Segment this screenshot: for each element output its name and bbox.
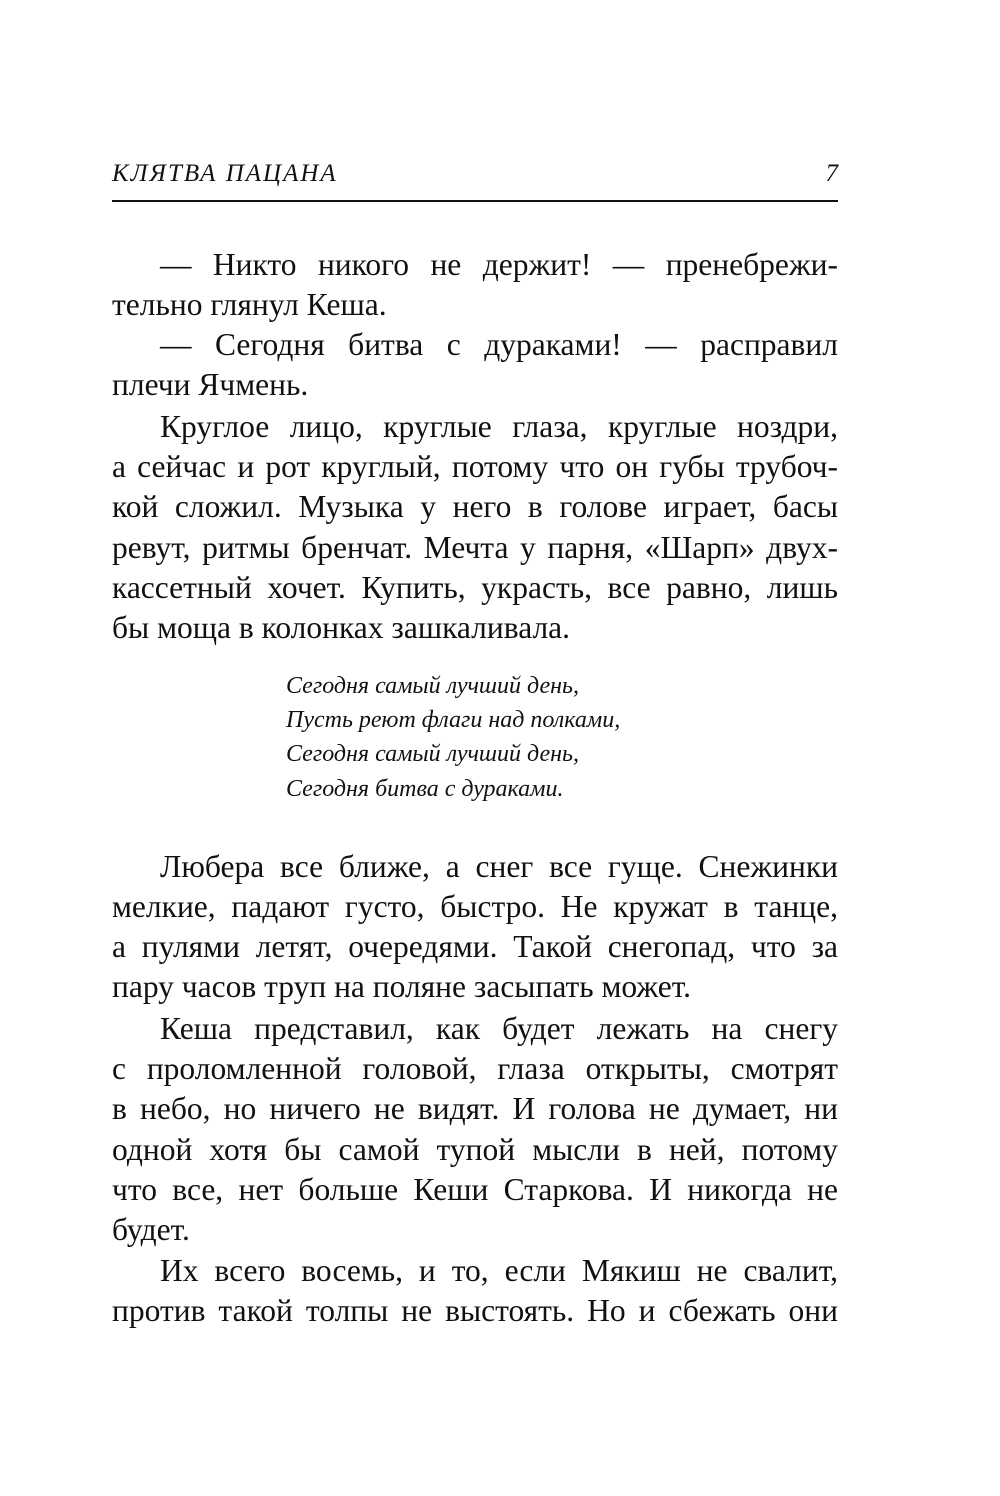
text-line: что все, нет больше Кеши Старкова. И никогда не (112, 1172, 838, 1207)
text-line: — Никто никого не держит! — пренебрежи- (160, 247, 838, 282)
text-line: Кеша представил, как будет лежать на снегу (160, 1011, 838, 1046)
verse-line: Сегодня самый лучший день, (286, 673, 579, 699)
text-line: бы моща в колонках зашкаливала. (112, 610, 571, 645)
verse-line: Пусть реют флаги над полками, (286, 707, 621, 733)
text-line: а сейчас и рот круглый, потому что он губы трубоч- (112, 449, 838, 484)
text-line: будет. (112, 1212, 190, 1247)
verse-line: Сегодня битва с дураками. (286, 776, 564, 802)
running-title: КЛЯТВА ПАЦАНА (112, 160, 338, 187)
running-header (112, 152, 838, 202)
text-line: Их всего восемь, и то, если Мякиш не свалит, (160, 1253, 838, 1288)
text-line: против такой толпы не выстоять. Но и сбежать они (112, 1293, 838, 1328)
text-line: а пулями летят, очередями. Такой снегопад, что за (112, 929, 838, 964)
text-line: тельно глянул Кеша. (112, 287, 387, 322)
verse-line: Сегодня самый лучший день, (286, 741, 579, 767)
text-line: Круглое лицо, круглые глаза, круглые ноздри, (160, 409, 838, 444)
text-line: — Сегодня битва с дураками! — расправил (160, 327, 838, 362)
text-line: кассетный хочет. Купить, украсть, все равно, лишь (112, 570, 838, 605)
page-number: 7 (825, 160, 838, 187)
text-line: ревут, ритмы бренчат. Мечта у парня, «Шарп» двух- (112, 530, 838, 565)
text-line: Любера все ближе, а снег все гуще. Снежинки (160, 849, 838, 884)
text-line: плечи Ячмень. (112, 367, 309, 402)
text-line: пару часов труп на поляне засыпать может. (112, 969, 691, 1004)
text-line: мелкие, падают густо, быстро. Не кружат в танце, (112, 889, 838, 924)
text-line: в небо, но ничего не видят. И голова не думает, ни (112, 1091, 838, 1126)
text-line: с проломленной головой, глаза открыты, смотрят (112, 1051, 838, 1086)
text-line: кой сложил. Музыка у него в голове играет, басы (112, 489, 838, 524)
text-line: одной хотя бы самой тупой мысли в ней, потому (112, 1132, 838, 1167)
